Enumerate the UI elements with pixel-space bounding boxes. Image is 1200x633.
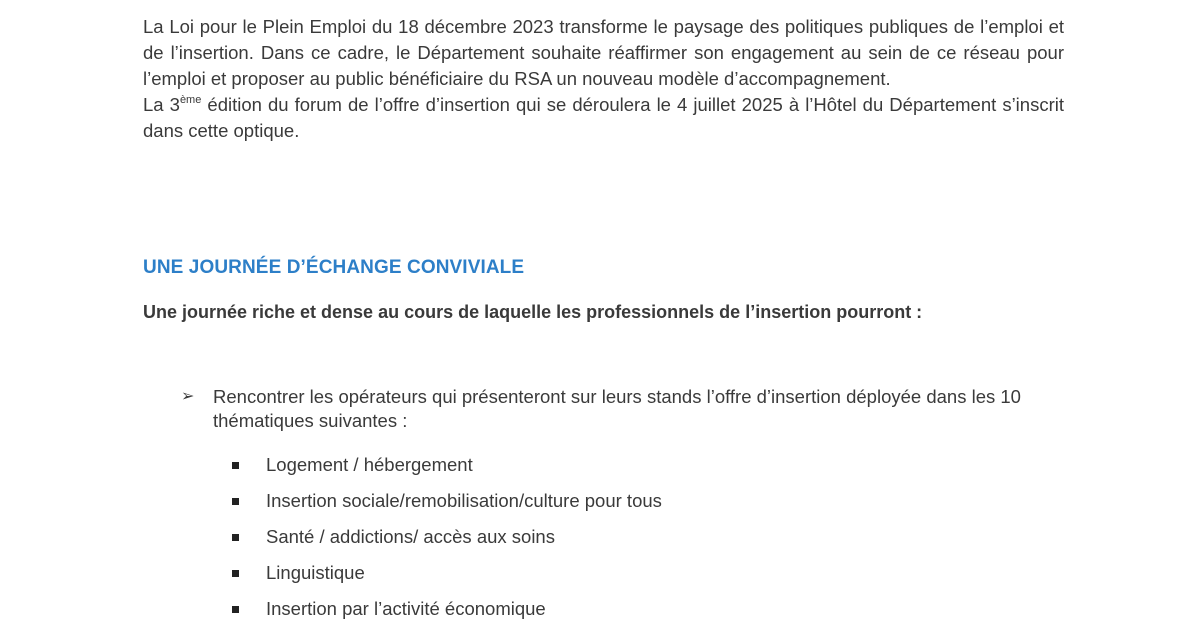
list-item bbox=[232, 453, 662, 477]
ordinal-superscript: ème bbox=[179, 93, 202, 106]
square-bullet-icon bbox=[232, 534, 239, 541]
intro-paragraph-2 bbox=[143, 92, 1064, 144]
list-item bbox=[232, 489, 662, 513]
square-bullet-icon bbox=[232, 570, 239, 577]
arrow-item-text: Rencontrer les opérateurs qui présenteront sur leurs stands l’offre d’insertion déployée dans les 10 thématiques suivantes : bbox=[213, 386, 1021, 431]
arrow-right-icon: ➢ bbox=[181, 388, 195, 405]
theme-label: Santé / addictions/ accès aux soins bbox=[266, 526, 555, 547]
theme-label: Linguistique bbox=[266, 562, 365, 583]
arrow-list-item bbox=[181, 385, 1064, 433]
themes-list bbox=[232, 453, 662, 633]
intro-paragraph-2-suffix: édition du forum de l’offre d’insertion qui se déroulera le 4 juillet 2025 à l’Hôtel du Département s’inscrit dans cette optique. bbox=[143, 94, 1064, 141]
list-item bbox=[232, 525, 662, 549]
theme-label: Logement / hébergement bbox=[266, 454, 473, 475]
list-item bbox=[232, 597, 662, 621]
section-title: UNE JOURNÉE D’ÉCHANGE CONVIVIALE bbox=[143, 257, 525, 278]
intro-text bbox=[143, 14, 1064, 144]
section-lead: Une journée riche et dense au cours de laquelle les professionnels de l’insertion pourront : bbox=[143, 302, 923, 322]
list-item bbox=[232, 561, 662, 585]
square-bullet-icon bbox=[232, 498, 239, 505]
theme-label: Insertion sociale/remobilisation/culture pour tous bbox=[266, 490, 662, 511]
intro-paragraph-1: La Loi pour le Plein Emploi du 18 décembre 2023 transforme le paysage des politiques publiques de l’emploi et de l’insertion. Dans ce cadre, le Département souhaite réaffirmer son engagement au sein de ce réseau pour l’emploi et proposer au public bénéficiaire du RSA un nouveau modèle d’accompagnement. bbox=[143, 16, 1064, 89]
theme-label: Insertion par l’activité économique bbox=[266, 598, 546, 619]
square-bullet-icon bbox=[232, 606, 239, 613]
square-bullet-icon bbox=[232, 462, 239, 469]
intro-paragraph-2-prefix: La 3 bbox=[143, 94, 180, 115]
